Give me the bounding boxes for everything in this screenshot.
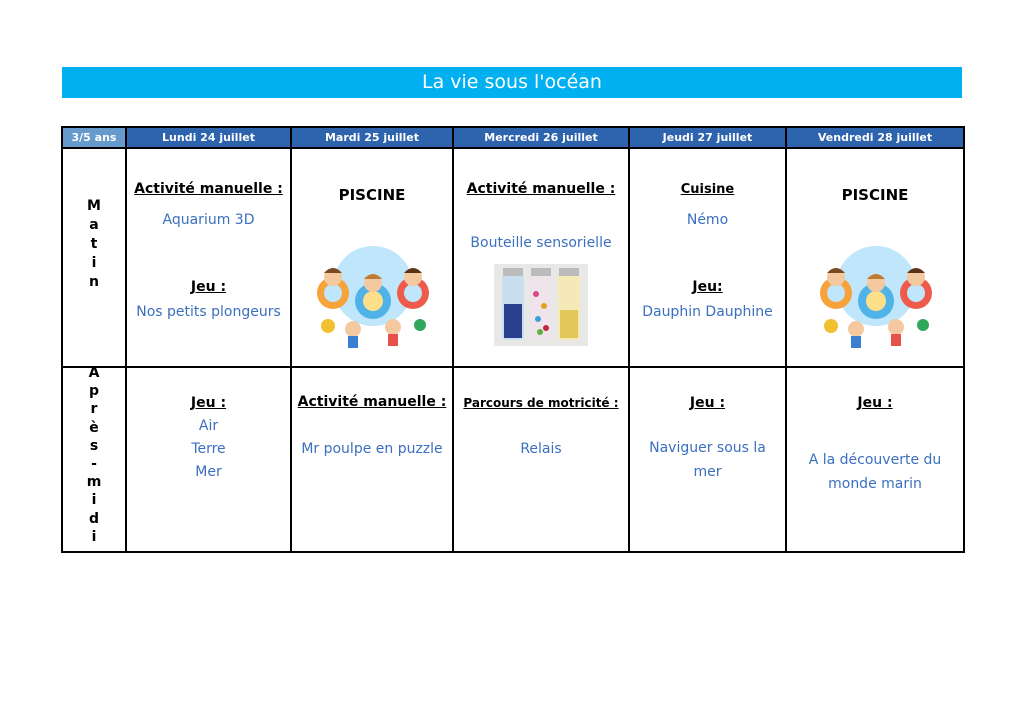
morning-jeudi-game-heading: Jeu: [692, 279, 723, 295]
afternoon-lundi-item: Mer [195, 464, 222, 480]
afternoon-letter: d [88, 510, 100, 527]
morning-mercredi-heading: Activité manuelle : [466, 181, 616, 197]
morning-mercredi-cell [453, 148, 629, 367]
morning-mardi-heading: PISCINE [338, 186, 406, 204]
afternoon-mercredi-activity: Relais [520, 441, 562, 457]
afternoon-jeudi-activity-line1: Naviguer sous la [649, 440, 766, 456]
morning-mercredi-activity: Bouteille sensorielle [470, 235, 612, 251]
afternoon-vendredi-heading: Jeu : [857, 395, 893, 411]
morning-jeudi-cell [629, 148, 786, 367]
afternoon-mardi-activity: Mr poulpe en puzzle [301, 441, 443, 457]
morning-jeudi-activity: Némo [686, 212, 729, 228]
afternoon-letter: r [90, 401, 98, 418]
header-row [62, 127, 964, 148]
morning-letter: a [89, 217, 99, 233]
afternoon-lundi-cell [126, 367, 291, 552]
afternoon-vendredi-activity-line2: monde marin [828, 476, 922, 492]
morning-label [62, 148, 126, 367]
afternoon-letter: A [88, 365, 100, 381]
morning-jeudi-heading: Cuisine [680, 182, 735, 197]
day-header-mercredi: Mercredi 26 juillet [453, 127, 629, 148]
afternoon-letter: è [89, 419, 99, 436]
morning-mardi-cell [291, 148, 453, 367]
age-group-header: 3/5 ans [62, 127, 126, 148]
afternoon-mercredi-cell [453, 367, 629, 552]
afternoon-letter: - [91, 456, 97, 473]
afternoon-letter: p [88, 383, 100, 400]
morning-letter: M [87, 198, 101, 214]
morning-letter: t [90, 236, 98, 252]
afternoon-mardi-cell [291, 367, 453, 552]
afternoon-letter: m [86, 474, 102, 491]
afternoon-lundi-item: Terre [191, 441, 226, 457]
afternoon-lundi-item: Air [198, 418, 219, 434]
morning-vendredi-heading: PISCINE [841, 186, 909, 204]
afternoon-label [62, 367, 126, 552]
day-header-lundi: Lundi 24 juillet [126, 127, 291, 148]
afternoon-jeudi-cell [629, 367, 786, 552]
afternoon-vendredi-cell [786, 367, 964, 552]
morning-jeudi-game: Dauphin Dauphine [642, 304, 773, 320]
afternoon-letter: i [91, 528, 97, 545]
afternoon-mardi-heading: Activité manuelle : [297, 394, 447, 410]
morning-lundi-activity: Aquarium 3D [162, 212, 255, 228]
afternoon-row [62, 367, 964, 552]
day-header-vendredi: Vendredi 28 juillet [786, 127, 964, 148]
day-header-jeudi: Jeudi 27 juillet [629, 127, 786, 148]
sensory-bottles-photo [494, 264, 588, 346]
page-title: La vie sous l'océan [62, 67, 962, 98]
morning-lundi-game-heading: Jeu : [190, 279, 227, 295]
afternoon-jeudi-activity-line2: mer [693, 464, 722, 480]
day-header-mardi: Mardi 25 juillet [291, 127, 453, 148]
swimming-kids-illustration [308, 241, 438, 351]
afternoon-mercredi-heading: Parcours de motricité : [463, 396, 619, 410]
afternoon-vendredi-activity-line1: A la découverte du [808, 452, 942, 468]
morning-letter: n [89, 274, 99, 290]
morning-row [62, 148, 964, 367]
swimming-kids-illustration [811, 241, 941, 351]
morning-letter: i [91, 255, 97, 271]
morning-vendredi-cell [786, 148, 964, 367]
afternoon-letter: s [89, 437, 99, 454]
activity-schedule-table [61, 126, 965, 553]
afternoon-lundi-heading: Jeu : [190, 395, 227, 411]
afternoon-jeudi-heading: Jeu : [689, 395, 726, 411]
morning-lundi-game: Nos petits plongeurs [136, 304, 281, 320]
afternoon-letter: i [91, 492, 97, 509]
morning-lundi-heading: Activité manuelle : [134, 181, 283, 197]
morning-lundi-cell [126, 148, 291, 367]
